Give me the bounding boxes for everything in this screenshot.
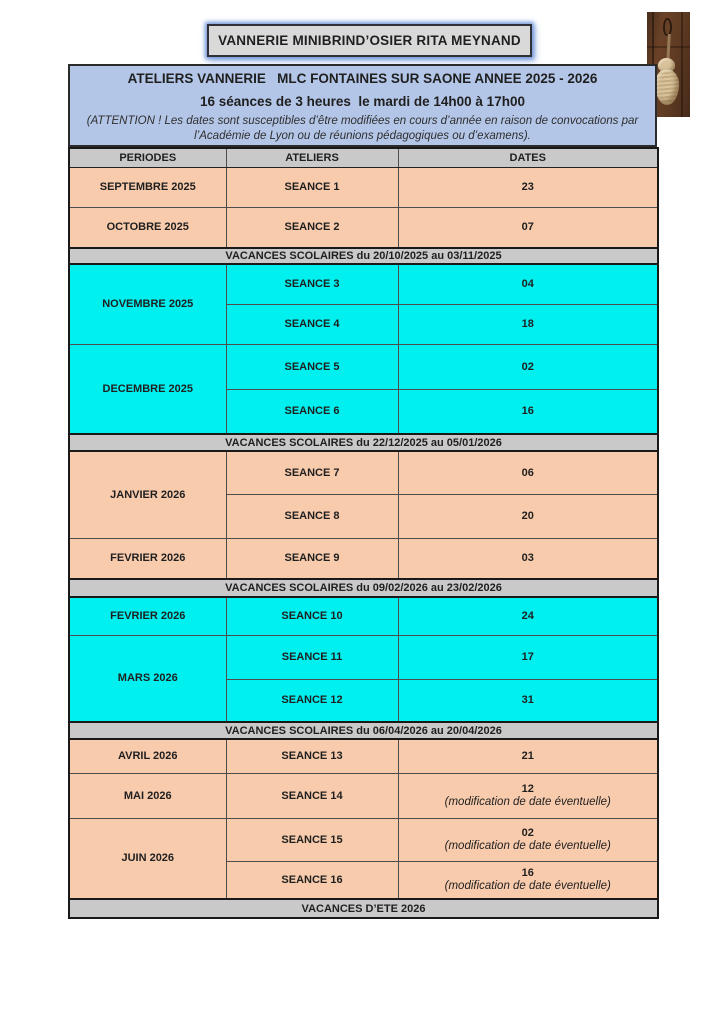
period-cell: MAI 2026 [69,773,226,818]
schedule-row [69,739,658,773]
atelier-cell: SEANCE 10 [226,597,398,635]
period-cell: NOVEMBRE 2025 [69,264,226,344]
date-value: 16 [521,867,534,880]
date-value: 20 [521,510,534,522]
date-value: 12 [521,783,534,795]
date-cell [398,773,658,818]
date-cell [398,167,658,207]
schedule-row [69,451,658,494]
header-title: ATELIERS VANNERIE MLC FONTAINES SUR SAONE ANNEE 2025 - 2026 [127,71,598,86]
atelier-cell: SEANCE 14 [226,773,398,818]
date-value: 24 [521,610,534,623]
table-header-row [69,148,658,167]
period-cell: JUIN 2026 [69,818,226,899]
atelier-cell: SEANCE 12 [226,679,398,722]
period-cell: SEPTEMBRE 2025 [69,167,226,207]
date-cell [398,494,658,538]
period-cell: FEVRIER 2026 [69,597,226,635]
date-note: (modification de date éventuelle) [444,796,611,808]
separator-row [69,899,658,918]
schedule-table [68,147,659,919]
atelier-cell: SEANCE 11 [226,635,398,679]
period-cell: FEVRIER 2026 [69,538,226,579]
basket-body [655,69,679,105]
atelier-cell: SEANCE 5 [226,344,398,389]
date-cell [398,818,658,861]
date-cell [398,679,658,722]
date-value: 17 [521,651,534,663]
date-cell [398,739,658,773]
date-value: 06 [521,466,534,479]
atelier-cell: SEANCE 13 [226,739,398,773]
period-cell: JANVIER 2026 [69,451,226,538]
schedule-row [69,538,658,579]
date-value: 23 [521,181,534,193]
date-value: 21 [521,750,534,763]
date-cell [398,344,658,389]
atelier-cell: SEANCE 7 [226,451,398,494]
date-note: (modification de date éventuelle) [444,840,611,852]
door-panel-line [681,12,683,117]
date-cell [398,597,658,635]
date-cell [398,538,658,579]
date-value: 31 [521,694,534,707]
atelier-cell: SEANCE 8 [226,494,398,538]
vacances-label: VACANCES SCOLAIRES du 09/02/2026 au 23/02/2026 [69,579,658,597]
column-header-ateliers: ATELIERS [226,148,398,167]
date-cell [398,861,658,899]
column-header-dates: DATES [398,148,658,167]
date-value: 04 [521,278,534,291]
atelier-cell: SEANCE 15 [226,818,398,861]
date-value: 16 [521,405,534,418]
vacances-label: VACANCES SCOLAIRES du 20/10/2025 au 03/11/2025 [69,248,658,264]
schedule-row [69,167,658,207]
date-note: (modification de date éventuelle) [444,880,611,893]
header-warning: (ATTENTION ! Les dates sont susceptibles d’être modifiées en cours d’année en raison de convocations par l’Académie de Lyon ou de réunions pédagogiques ou d’examens). [86,115,639,142]
period-cell: AVRIL 2026 [69,739,226,773]
title-box [207,24,532,57]
atelier-cell: SEANCE 9 [226,538,398,579]
atelier-cell: SEANCE 4 [226,304,398,344]
date-cell [398,635,658,679]
date-value: 18 [521,318,534,330]
atelier-cell: SEANCE 3 [226,264,398,304]
schedule-row [69,264,658,304]
date-cell [398,264,658,304]
date-value: 03 [521,552,534,565]
separator-row [69,248,658,264]
column-header-periodes: PERIODES [69,148,226,167]
separator-row [69,579,658,597]
atelier-cell: SEANCE 1 [226,167,398,207]
schedule-header [68,64,657,147]
date-cell [398,304,658,344]
date-value: 02 [521,360,534,373]
atelier-cell: SEANCE 6 [226,389,398,434]
schedule-row [69,344,658,389]
date-value: 02 [521,827,534,839]
schedule-row [69,597,658,635]
date-cell [398,451,658,494]
separator-row [69,722,658,739]
atelier-cell: SEANCE 2 [226,207,398,248]
schedule-row [69,207,658,248]
separator-row [69,434,658,451]
atelier-cell: SEANCE 16 [226,861,398,899]
vacances-label: VACANCES SCOLAIRES du 22/12/2025 au 05/01/2026 [69,434,658,451]
title-text: VANNERIE MINIBRIND’OSIER RITA MEYNAND [218,33,521,48]
header-subtitle: 16 séances de 3 heures le mardi de 14h00 à 17h00 [200,94,525,109]
period-cell: DECEMBRE 2025 [69,344,226,434]
schedule-document [68,64,657,919]
period-cell: OCTOBRE 2025 [69,207,226,248]
vacances-label: VACANCES SCOLAIRES du 06/04/2026 au 20/04/2026 [69,722,658,739]
schedule-row [69,773,658,818]
schedule-row [69,635,658,679]
date-value: 07 [521,221,534,234]
vacances-label: VACANCES D’ETE 2026 [69,899,658,918]
period-cell: MARS 2026 [69,635,226,722]
date-cell [398,389,658,434]
date-cell [398,207,658,248]
schedule-row [69,818,658,861]
